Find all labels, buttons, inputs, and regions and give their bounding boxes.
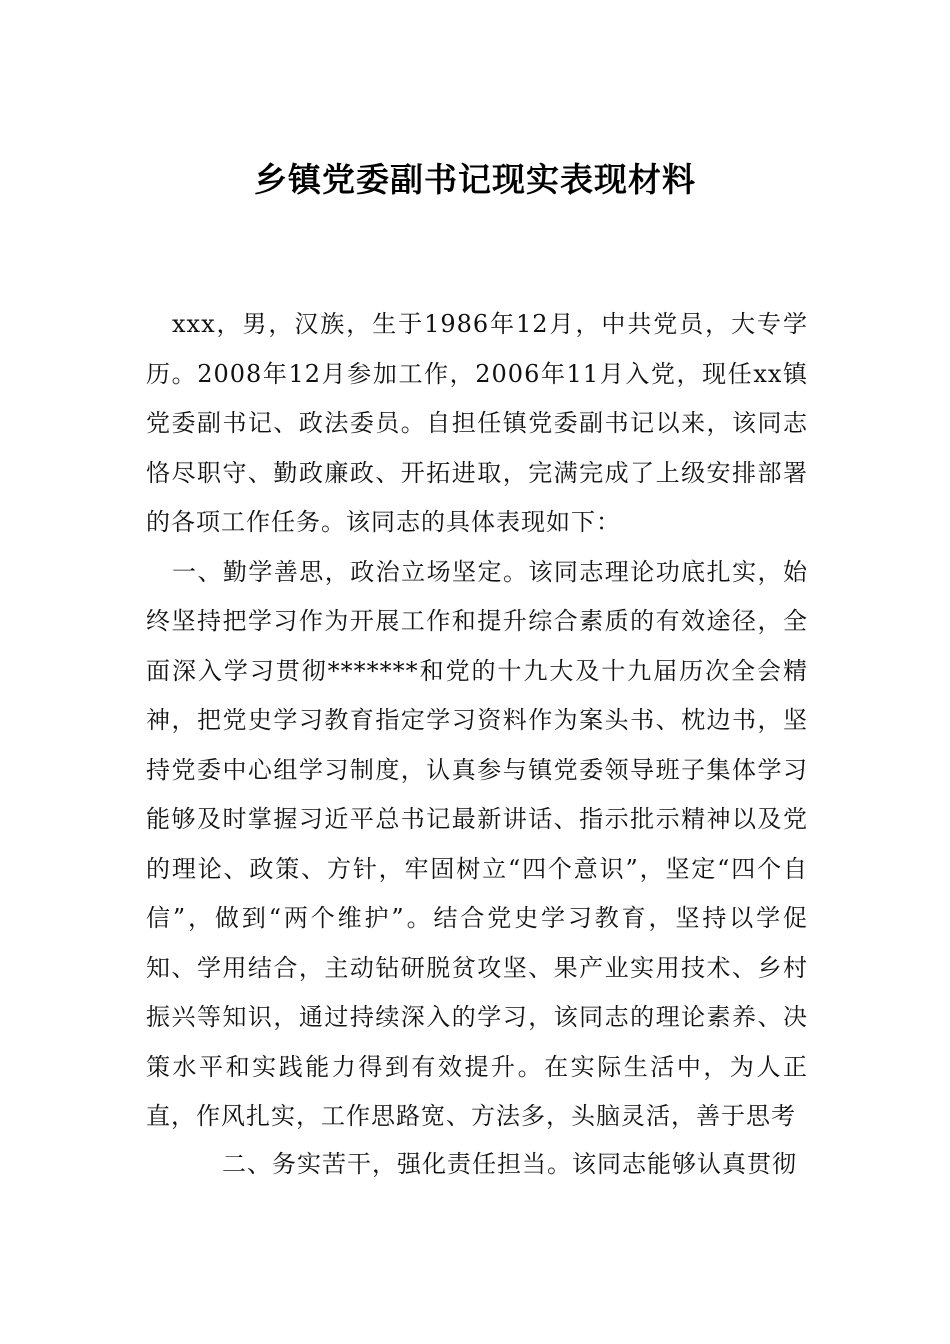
paragraph-section-2: 二、务实苦干，强化责任担当。该同志能够认真贯彻: [222, 1149, 797, 1178]
paragraph-section-1: 一、勤学善思，政治立场坚定。该同志理论功底扎实，始终坚持把学习作为开展工作和提升综合素质的有效途径，全面深入学习贯彻*******和党的十九大及十九届历次全会精神，把党史学习教育指定学习资料作为案头书、枕边书，坚持党委中心组学习制度，认真参与镇党委领导班子集体学习能够及时掌握习近平总书记最新讲话、指示批示精神以及党的理论、政策、方针，牢固树立“四个意识”，坚定“四个自信”，做到“两个维护”。结合党史学习教育，坚持以学促知、学用结合，主动钻研脱贫攻坚、果产业实用技术、乡村振兴等知识，通过持续深入的学习，该同志的理论素养、决策水平和实践能力得到有效提升。在实际生活中，为人正直，作风扎实，工作思路宽、方法多，头脑灵活，善于思考: [146, 557, 808, 1130]
document-body: [146, 300, 808, 1189]
document-title: 乡镇党委副书记现实表现材料: [254, 160, 696, 199]
paragraph-intro: xxx，男，汉族，生于1986年12月，中共党员，大专学历。2008年12月参加工作，2006年11月入党，现任xx镇党委副书记、政法委员。自担任镇党委副书记以来，该同志恪尽职守、勤政廉政、开拓进取，完满完成了上级安排部署的各项工作任务。该同志的具体表现如下：: [146, 310, 808, 536]
